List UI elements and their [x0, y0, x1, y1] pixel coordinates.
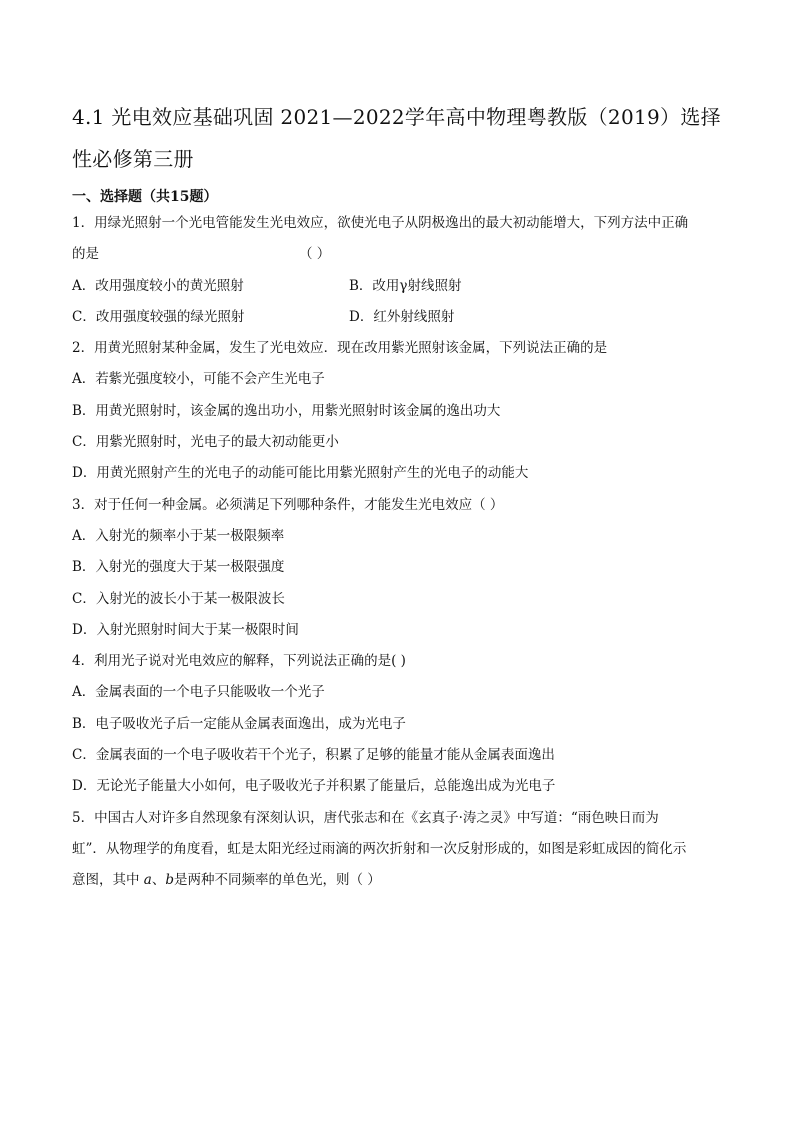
q5-var-a: a [143, 872, 152, 889]
q3-option-a: A．入射光的频率小于某一极限频率 [72, 527, 285, 544]
title-line-1: 4.1 光电效应基础巩固 2021—2022学年高中物理粤教版（2019）选择 [72, 105, 721, 129]
q1-option-b: B．改用γ射线照射 [349, 277, 462, 294]
q1-option-a: A．改用强度较小的黄光照射 [72, 277, 244, 294]
q5-sep: 、 [151, 872, 166, 889]
q2-option-a: A．若紫光强度较小，可能不会产生光电子 [72, 371, 325, 388]
q2-option-d: D．用黄光照射产生的光电子的动能可能比用紫光照射产生的光电子的动能大 [72, 465, 529, 482]
q5-stem-pre: 意图，其中 [72, 872, 140, 889]
q3-option-b: B．入射光的强度大于某一极限强度 [72, 559, 285, 576]
document-page [72, 96, 722, 897]
q5-stem-line-2: 虹”．从物理学的角度看，虹是太阳光经过雨滴的两次折射和一次反射形成的，如图是彩虹成因的简化示 [72, 840, 687, 857]
q4-option-a: A．金属表面的一个电子只能吸收一个光子 [72, 684, 325, 701]
q5-stem-post: 是两种不同频率的单色光，则（ ） [174, 872, 381, 889]
q1-stem-line-2 [72, 239, 722, 270]
title-line-2: 性必修第三册 [72, 147, 194, 171]
q1-options-row-2 [72, 302, 722, 333]
q3-option-d: D．入射光照射时间大于某一极限时间 [72, 621, 299, 638]
q1-option-d: D．红外射线照射 [349, 308, 455, 325]
q5-stem-line-1: 5．中国古人对许多自然现象有深刻认识，唐代张志和在《玄真子·涛之灵》中写道：“雨色映日而为 [72, 809, 659, 826]
q1-answer-paren: （ ） [299, 246, 331, 263]
q4-option-b: B．电子吸收光子后一定能从金属表面逸出，成为光电子 [72, 715, 406, 732]
q5-stem-line-3 [72, 865, 722, 896]
q2-option-b: B．用黄光照射时，该金属的逸出功小，用紫光照射时该金属的逸出功大 [72, 402, 501, 419]
q4-option-c: C．金属表面的一个电子吸收若干个光子，积累了足够的能量才能从金属表面逸出 [72, 747, 555, 764]
q2-stem: 2．用黄光照射某种金属，发生了光电效应．现在改用紫光照射该金属，下列说法正确的是 [72, 340, 608, 357]
q4-option-d: D．无论光子能量大小如何，电子吸收光子并积累了能量后，总能逸出成为光电子 [72, 778, 556, 795]
q3-option-c: C．入射光的波长小于某一极限波长 [72, 590, 285, 607]
document-title [72, 96, 722, 180]
q2-option-c: C．用紫光照射时，光电子的最大初动能更小 [72, 434, 339, 451]
q5-var-b: b [165, 872, 175, 889]
q1-stem-line-1: 1．用绿光照射一个光电管能发生光电效应，欲使光电子从阴极逸出的最大初动能增大，下列方法中正确 [72, 215, 689, 231]
q1-option-c: C．改用强度较强的绿光照射 [72, 308, 245, 325]
q1-options-row-1 [72, 271, 722, 302]
q1-stem-end: 的是 [72, 246, 99, 263]
q4-stem: 4．利用光子说对光电效应的解释，下列说法正确的是( ) [72, 653, 406, 670]
section-heading: 一、选择题（共15题） [72, 189, 218, 205]
q3-stem: 3．对于任何一种金属。必须满足下列哪种条件，才能发生光电效应（ ） [72, 496, 504, 513]
